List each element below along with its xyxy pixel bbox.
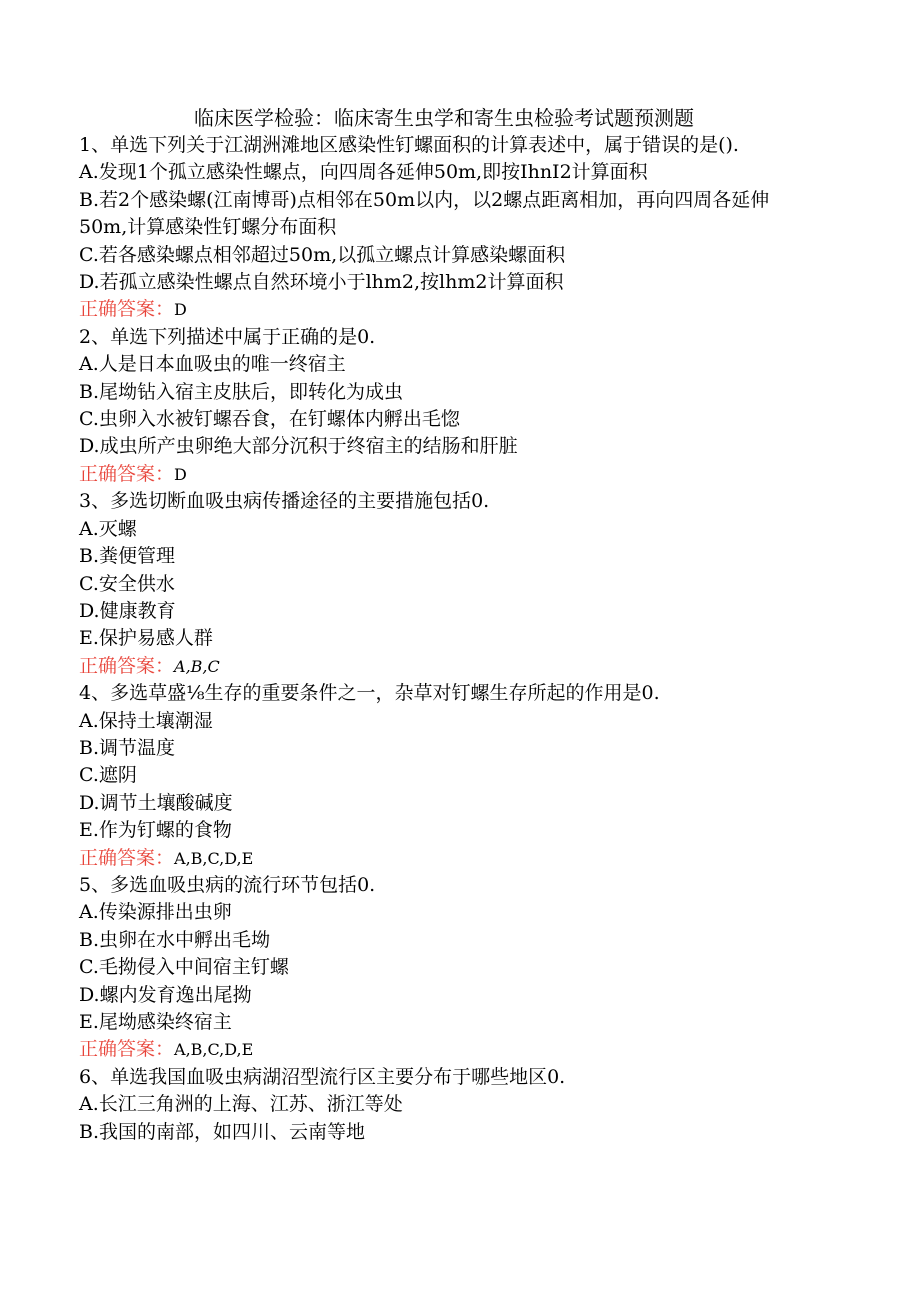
correct-answer: [79, 845, 809, 872]
option-a: A.保持土壤潮湿: [79, 709, 213, 732]
answer-label: 正确答案：: [79, 654, 175, 677]
option-c: C.若各感染螺点相邻超过50m,以孤立螺点计算感染螺面积: [79, 243, 566, 266]
option-b: B.尾坳钻入宿主皮肤后，即转化为成虫: [79, 380, 404, 403]
question-stem: 1、单选下列关于江湖洲滩地区感染性钉螺面积的计算表述中，属于错误的是().: [79, 134, 739, 156]
answer-value: A,B,C: [174, 656, 220, 676]
option-a: A.传染源排出虫卵: [79, 901, 232, 924]
option-b: B.我国的南部，如四川、云南等地: [79, 1120, 366, 1143]
correct-answer: [79, 461, 809, 488]
option-d: D.健康教育: [79, 599, 176, 622]
answer-value: A,B,C,D,E: [174, 848, 254, 868]
option-a: A.发现1个孤立感染性螺点，向四周各延伸50m,即按IhnI2计算面积: [79, 161, 648, 184]
option-c: C.毛拗侵入中间宿主钉螺: [79, 956, 289, 979]
option-d: D.调节土壤酸碱度: [79, 791, 233, 814]
option-b: B.调节温度: [79, 736, 176, 759]
correct-answer: [79, 1036, 809, 1063]
option-d: D.成虫所产虫卵绝大部分沉积于终宿主的结肠和肝脏: [79, 435, 518, 458]
answer-value: D: [174, 464, 187, 484]
option-e: E.作为钉螺的食物: [79, 819, 232, 842]
question-6: [79, 1064, 809, 1146]
correct-answer: [79, 296, 809, 323]
option-d: D.螺内发育逸出尾拗: [79, 983, 252, 1006]
option-c: C.安全供水: [79, 572, 175, 595]
document-page: [79, 104, 809, 1146]
question-3: [79, 488, 809, 680]
option-d: D.若孤立感染性螺点自然环境小于lhm2,按lhm2计算面积: [79, 271, 564, 294]
answer-label: 正确答案：: [79, 298, 175, 321]
question-4: [79, 680, 809, 872]
question-2: [79, 324, 809, 488]
answer-label: 正确答案：: [79, 462, 175, 485]
option-e: E.保护易感人群: [79, 627, 213, 650]
answer-label: 正确答案：: [79, 846, 175, 869]
option-b: B.若2个感染螺(江南博哥)点相邻在50m以内，以2螺点距离相加，再向四周各延伸50m,计算感染性钉螺分布面积: [79, 188, 770, 239]
correct-answer: [79, 653, 809, 680]
option-c: C.虫卵入水被钉螺吞食，在钉螺体内孵出毛惚: [79, 408, 460, 431]
option-c: C.遮阴: [79, 764, 137, 787]
option-a: A.灭螺: [79, 517, 137, 540]
question-stem: 5、多选血吸虫病的流行环节包括0.: [79, 873, 376, 896]
question-stem: 2、单选下列描述中属于正确的是0.: [79, 325, 376, 348]
option-e: E.尾坳感染终宿主: [79, 1011, 232, 1033]
option-b: B.虫卵在水中孵出毛坳: [79, 928, 271, 951]
document-title: 临床医学检验：临床寄生虫学和寄生虫检验考试题预测题: [194, 106, 694, 130]
option-a: A.长江三角洲的上海、江苏、浙江等处: [79, 1093, 403, 1116]
option-a: A.人是日本血吸虫的唯一终宿主: [79, 353, 346, 376]
question-stem: 4、多选草盛⅛生存的重要条件之一，杂草对钉螺生存所起的作用是0.: [79, 682, 660, 705]
answer-value: A,B,C,D,E: [174, 1040, 254, 1060]
question-stem: 6、单选我国血吸虫病湖沼型流行区主要分布于哪些地区0.: [79, 1065, 566, 1088]
question-stem: 3、多选切断血吸虫病传播途径的主要措施包括0.: [79, 490, 490, 513]
answer-label: 正确答案：: [79, 1038, 175, 1061]
question-5: [79, 872, 809, 1064]
answer-value: D: [174, 300, 187, 320]
question-1: [79, 132, 809, 324]
option-b: B.粪便管理: [79, 545, 176, 568]
